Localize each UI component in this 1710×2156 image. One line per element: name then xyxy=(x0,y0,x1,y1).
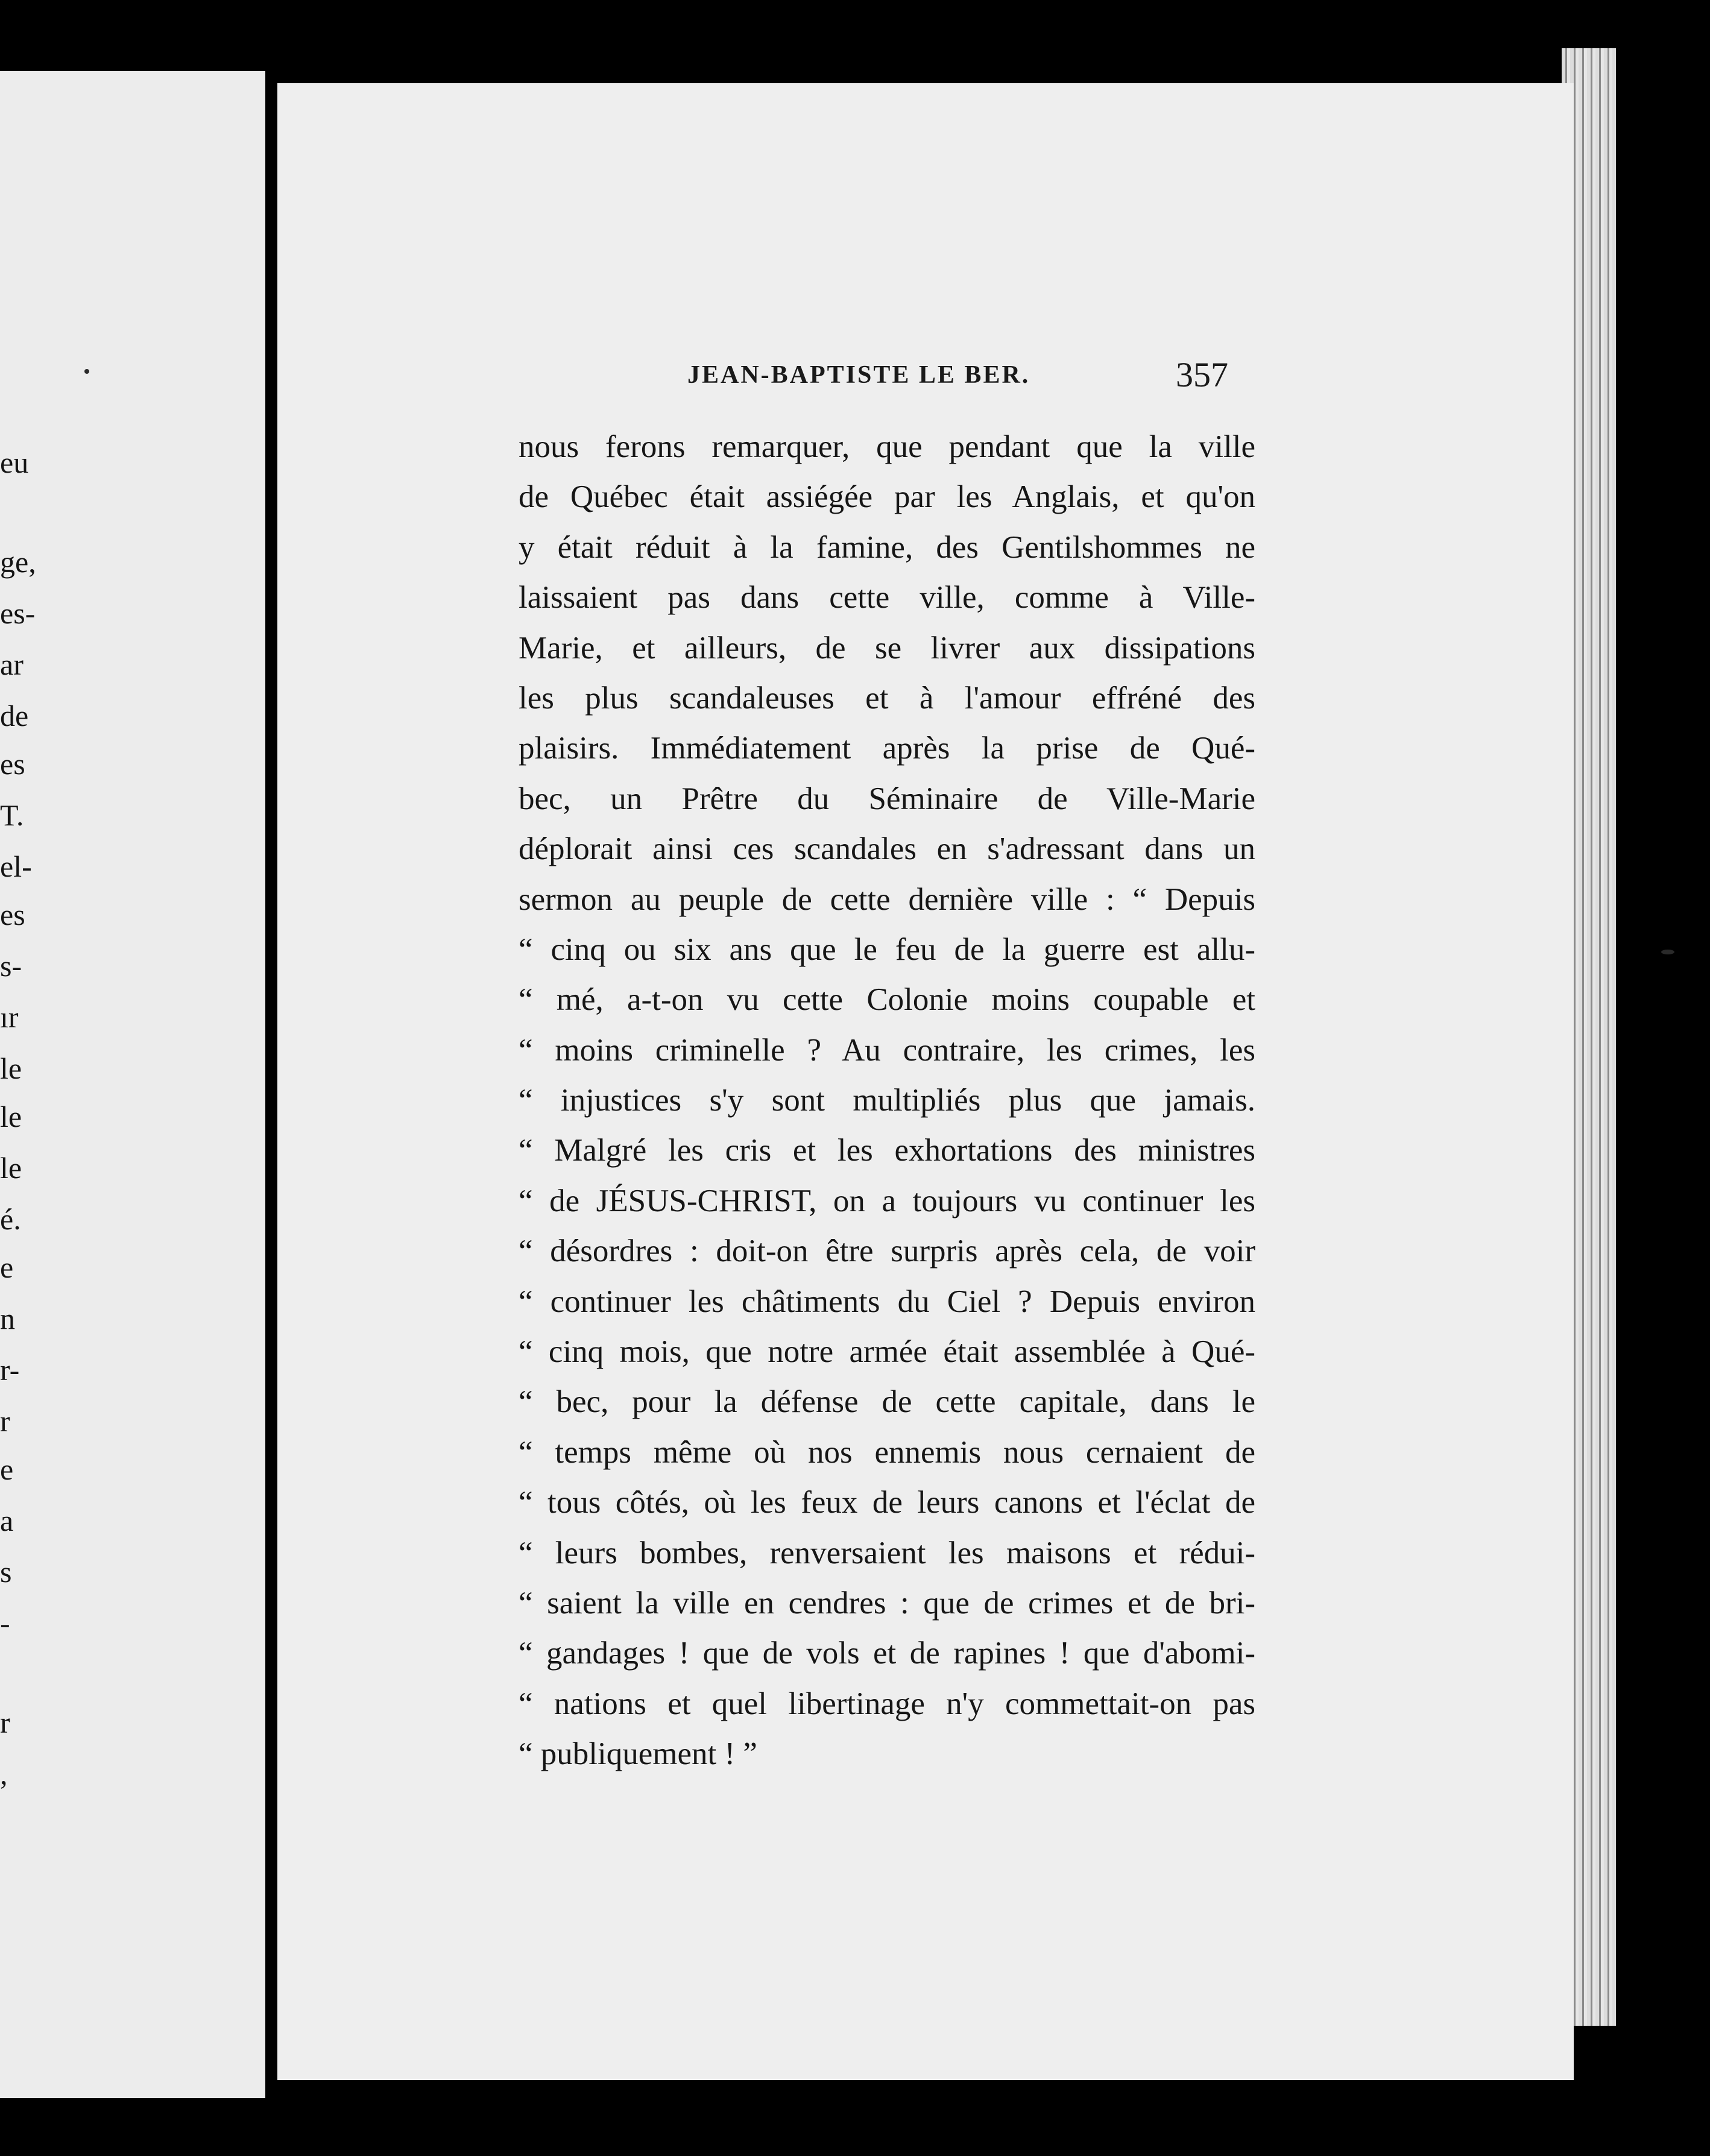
text-line: “ leurs bombes, renversaient les maisons et rédui- xyxy=(519,1535,1255,1571)
left-page xyxy=(0,71,265,2098)
text-line: “ cinq mois, que notre armée était assemblée à Qué- xyxy=(519,1334,1255,1370)
text-line: Marie, et ailleurs, de se livrer aux dissipations xyxy=(519,630,1255,666)
left-margin-fragment: le xyxy=(0,1100,22,1133)
text-line: “ gandages ! que de vols et de rapines ! que d'abomi- xyxy=(519,1636,1255,1671)
text-line: “ injustices s'y sont multipliés plus que jamais. xyxy=(519,1083,1255,1118)
page-number: 357 xyxy=(1176,355,1228,394)
text-line: sermon au peuple de cette dernière ville : “ Depuis xyxy=(519,881,1255,917)
text-line: déplorait ainsi ces scandales en s'adressant dans un xyxy=(519,831,1255,867)
left-margin-fragment: es xyxy=(0,747,25,781)
left-margin-fragment: r- xyxy=(0,1353,20,1387)
left-margin-fragment: ge, xyxy=(0,545,36,579)
text-line: plaisirs. Immédiatement après la prise de Qué- xyxy=(519,731,1255,766)
text-line: “ publiquement ! ” xyxy=(519,1736,757,1772)
left-margin-fragment: de xyxy=(0,699,29,733)
left-margin-fragment: ır xyxy=(0,1000,19,1034)
left-margin-fragment: T. xyxy=(0,798,24,832)
left-margin-fragment: é. xyxy=(0,1202,21,1236)
text-line: y était réduit à la famine, des Gentilshommes ne xyxy=(519,529,1255,565)
text-line: “ Malgré les cris et les exhortations des ministres xyxy=(519,1133,1255,1168)
left-margin-fragment: eu xyxy=(0,446,29,479)
text-line: “ bec, pour la défense de cette capitale, dans le xyxy=(519,1384,1255,1420)
text-line: bec, un Prêtre du Séminaire de Ville-Marie xyxy=(519,781,1255,816)
text-line: “ de JÉSUS-CHRIST, on a toujours vu continuer les xyxy=(519,1183,1255,1218)
left-margin-fragment: r xyxy=(0,1404,10,1438)
left-margin-fragment: s- xyxy=(0,949,22,983)
left-margin-fragment: r xyxy=(0,1706,10,1739)
left-margin-fragment: le xyxy=(0,1151,22,1185)
left-margin-fragment: ar xyxy=(0,648,24,681)
left-margin-fragment: el- xyxy=(0,849,32,883)
running-head: JEAN-BAPTISTE LE BER. xyxy=(687,361,1030,389)
scan-speck xyxy=(1661,950,1674,954)
text-line: laissaient pas dans cette ville, comme à Ville- xyxy=(519,580,1255,616)
text-line: “ désordres : doit-on être surpris après cela, de voir xyxy=(519,1234,1255,1269)
scan-speck xyxy=(84,369,89,374)
left-margin-fragment: e xyxy=(0,1452,14,1486)
left-margin-fragment: , xyxy=(0,1757,8,1791)
text-line: “ saient la ville en cendres : que de crimes et de bri- xyxy=(519,1585,1255,1621)
text-line: “ continuer les châtiments du Ciel ? Depuis environ xyxy=(519,1284,1255,1319)
left-margin-fragment: s xyxy=(0,1555,12,1589)
text-line: “ cinq ou six ans que le feu de la guerre est allu- xyxy=(519,931,1255,967)
text-line: “ mé, a-t-on vu cette Colonie moins coupable et xyxy=(519,982,1255,1018)
left-margin-fragment: es- xyxy=(0,596,36,630)
text-line: de Québec était assiégée par les Anglais, et qu'on xyxy=(519,479,1255,515)
text-line: nous ferons remarquer, que pendant que la ville xyxy=(519,429,1255,464)
text-line: “ moins criminelle ? Au contraire, les crimes, les xyxy=(519,1032,1255,1068)
book-gutter xyxy=(265,71,277,2098)
body-text xyxy=(519,422,1255,1780)
left-margin-fragment: - xyxy=(0,1606,10,1640)
text-line: “ temps même où nos ennemis nous cernaient de xyxy=(519,1434,1255,1470)
left-margin-fragment: es xyxy=(0,898,25,931)
text-line: “ nations et quel libertinage n'y commettait-on pas xyxy=(519,1686,1255,1721)
left-margin-fragment: n xyxy=(0,1302,15,1335)
left-margin-fragment: e xyxy=(0,1250,14,1284)
text-line: “ tous côtés, où les feux de leurs canons et l'éclat de xyxy=(519,1485,1255,1521)
text-line: les plus scandaleuses et à l'amour effréné des xyxy=(519,680,1255,716)
left-margin-fragment: le xyxy=(0,1051,22,1085)
left-margin-fragment: a xyxy=(0,1504,14,1537)
